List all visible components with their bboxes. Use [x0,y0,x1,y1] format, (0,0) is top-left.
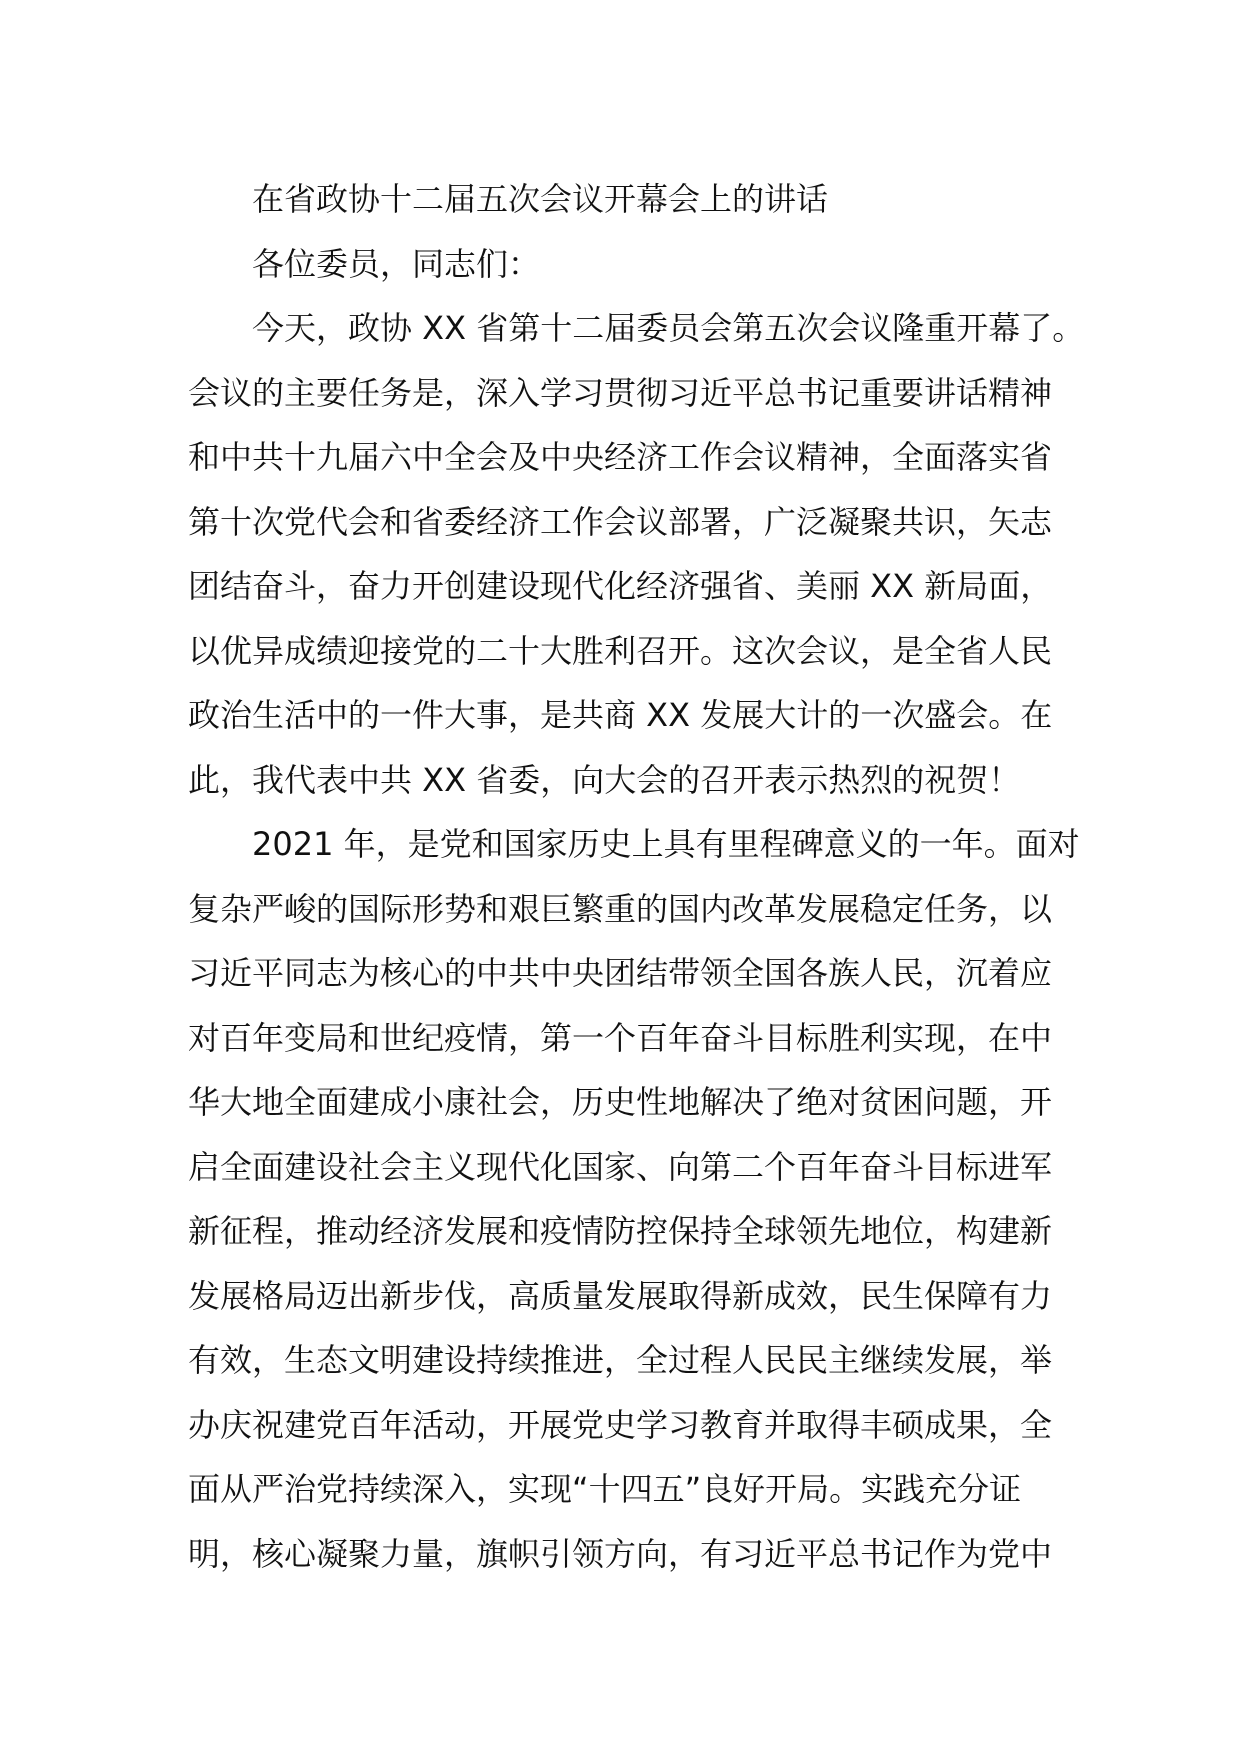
paragraph-line: 2021 年，是党和国家历史上具有里程碑意义的一年。面对 [252,825,1080,863]
speech-title: 在省政协十二届五次会议开幕会上的讲话 [252,180,829,218]
paragraph-line: 团结奋斗，奋力开创建设现代化经济强省、美丽 XX 新局面， [188,567,1053,605]
paragraph-line: 复杂严峻的国际形势和艰巨繁重的国内改革发展稳定任务，以 [188,889,1053,928]
paragraph-line: 以优异成绩迎接党的二十大胜利召开。这次会议，是全省人民 [188,631,1053,670]
paragraph-line: 政治生活中的一件大事，是共商 XX 发展大计的一次盛会。在 [188,696,1053,734]
paragraph-line: 和中共十九届六中全会及中央经济工作会议精神，全面落实省 [188,438,1053,476]
paragraph-line: 发展格局迈出新步伐，高质量发展取得新成效，民生保障有力 [188,1276,1053,1315]
paragraph-line: 习近平同志为核心的中共中央团结带领全国各族人民，沉着应 [188,954,1053,992]
paragraph-1 [188,296,1085,812]
document-body [188,167,1085,1586]
paragraph-line: 此，我代表中共 XX 省委，向大会的召开表示热烈的祝贺！ [188,760,1021,799]
paragraph-line: 有效，生态文明建设持续推进，全过程人民民主继续发展，举 [188,1341,1053,1379]
paragraph-line: 启全面建设社会主义现代化国家、向第二个百年奋斗目标进军 [188,1147,1053,1186]
paragraph-line: 新征程，推动经济发展和疫情防控保持全球领先地位，构建新 [188,1212,1053,1250]
greeting-line: 各位委员，同志们： [252,244,541,283]
paragraph-2 [188,812,1080,1586]
paragraph-line: 办庆祝建党百年活动，开展党史学习教育并取得丰硕成果，全 [188,1405,1053,1444]
paragraph-line: 面从严治党持续深入，实现“十四五”良好开局。实践充分证 [188,1470,1022,1508]
paragraph-line: 对百年变局和世纪疫情，第一个百年奋斗目标胜利实现，在中 [188,1018,1053,1057]
paragraph-line: 明，核心凝聚力量，旗帜引领方向，有习近平总书记作为党中 [188,1534,1053,1573]
paragraph-line: 华大地全面建成小康社会，历史性地解决了绝对贫困问题，开 [188,1083,1053,1121]
paragraph-line: 会议的主要任务是，深入学习贯彻习近平总书记重要讲话精神 [188,373,1053,412]
paragraph-line: 今天，政协 XX 省第十二届委员会第五次会议隆重开幕了。 [252,309,1085,347]
paragraph-line: 第十次党代会和省委经济工作会议部署，广泛凝聚共识，矢志 [188,502,1053,541]
